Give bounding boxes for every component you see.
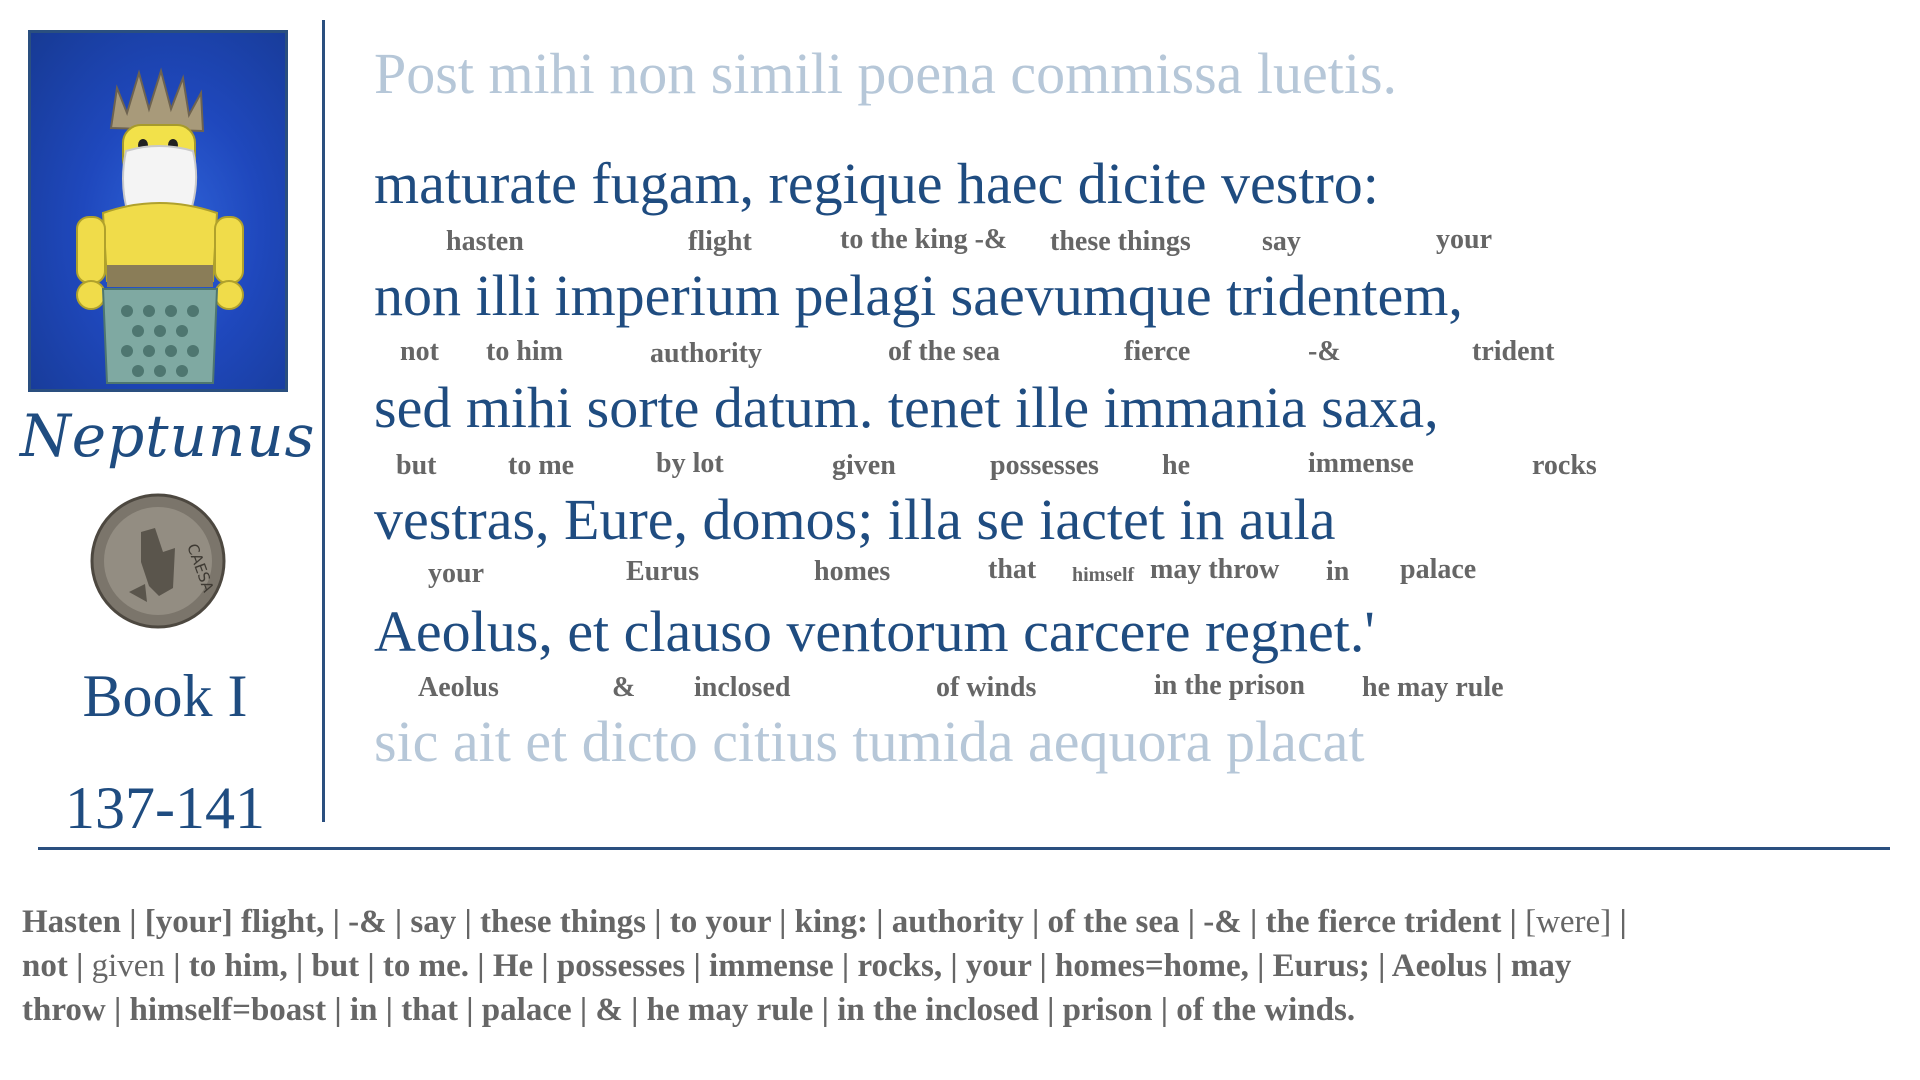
gloss: not xyxy=(400,336,439,367)
gloss: palace xyxy=(1400,554,1477,585)
gloss: say xyxy=(1262,226,1301,257)
translation-text: given xyxy=(83,948,174,984)
gloss: trident xyxy=(1472,336,1555,367)
line-range: 137-141 xyxy=(65,775,265,841)
gloss: himself xyxy=(1072,564,1135,586)
gloss: these things xyxy=(1050,226,1191,257)
neptune-figure-icon xyxy=(31,33,285,389)
gloss: fierce xyxy=(1124,336,1191,367)
latin-line-139: sed mihi sorte datum. tenet ille immania saxa, xyxy=(374,375,1439,440)
gloss: in the prison xyxy=(1154,670,1305,701)
gloss: in xyxy=(1326,556,1350,587)
book-label: Book I xyxy=(82,663,248,729)
gloss: possesses xyxy=(990,450,1099,481)
gloss: rocks xyxy=(1532,450,1597,481)
gloss: given xyxy=(832,450,896,481)
gloss: -& xyxy=(1308,336,1341,367)
translation-line xyxy=(22,944,1912,988)
coin-inscription: CAESA xyxy=(183,541,218,595)
neptune-figure-image xyxy=(28,30,288,392)
horizontal-divider xyxy=(38,847,1890,850)
gloss: to the king -& xyxy=(840,224,1008,255)
gloss: Eurus xyxy=(626,556,700,587)
gloss: but xyxy=(396,450,437,481)
gloss: inclosed xyxy=(694,672,791,703)
latin-line-141: Aeolus, et clauso ventorum carcere regnet.' xyxy=(374,599,1375,664)
latin-line-137: maturate fugam, regique haec dicite vestro: xyxy=(374,151,1379,216)
gloss: Aeolus xyxy=(418,672,499,703)
gloss: by lot xyxy=(656,448,724,479)
coin-icon xyxy=(89,492,227,630)
sidebar xyxy=(20,22,316,841)
gloss: your xyxy=(428,558,484,589)
character-name: Neptunus xyxy=(20,402,316,470)
translation-block xyxy=(22,900,1912,1032)
gloss: may throw xyxy=(1150,554,1280,585)
gloss: flight xyxy=(688,226,752,257)
gloss: authority xyxy=(650,338,762,369)
gloss: to him xyxy=(486,336,563,367)
gloss: of winds xyxy=(936,672,1037,703)
translation-text: | xyxy=(1611,904,1627,940)
context-line-after: sic ait et dicto citius tumida aequora placat xyxy=(374,709,1365,774)
gloss: homes xyxy=(814,556,891,587)
translation-text: [were] xyxy=(1525,904,1612,940)
context-line-before: Post mihi non simili poena commissa luetis. xyxy=(374,41,1398,106)
gloss: hasten xyxy=(446,226,524,257)
translation-text: | to him, | but | to me. | He | possesses | immense | rocks, | your | homes=home, | Eurus; | Aeolus | may xyxy=(173,948,1572,984)
vertical-divider xyxy=(322,20,325,822)
gloss: that xyxy=(988,554,1037,585)
latin-line-138: non illi imperium pelagi saevumque tridentem, xyxy=(374,263,1463,328)
translation-line xyxy=(22,988,1912,1032)
gloss: your xyxy=(1436,224,1492,255)
translation-text: Hasten | [your] flight, | -& | say | these things | to your | king: | authority | of the sea | -& | the fierce trident | xyxy=(22,904,1517,940)
gloss: he xyxy=(1162,450,1190,481)
gloss: immense xyxy=(1308,448,1414,479)
latin-line-140: vestras, Eure, domos; illa se iactet in aula xyxy=(374,487,1336,552)
translation-line xyxy=(22,900,1912,944)
gloss: of the sea xyxy=(888,336,1000,367)
gloss: he may rule xyxy=(1362,672,1504,703)
translation-text: not | xyxy=(22,948,84,984)
gloss: & xyxy=(612,672,636,703)
gloss: to me xyxy=(508,450,575,481)
translation-text: throw | himself=boast | in | that | palace | & | he may rule | in the inclosed | prison | of the winds. xyxy=(22,992,1356,1028)
